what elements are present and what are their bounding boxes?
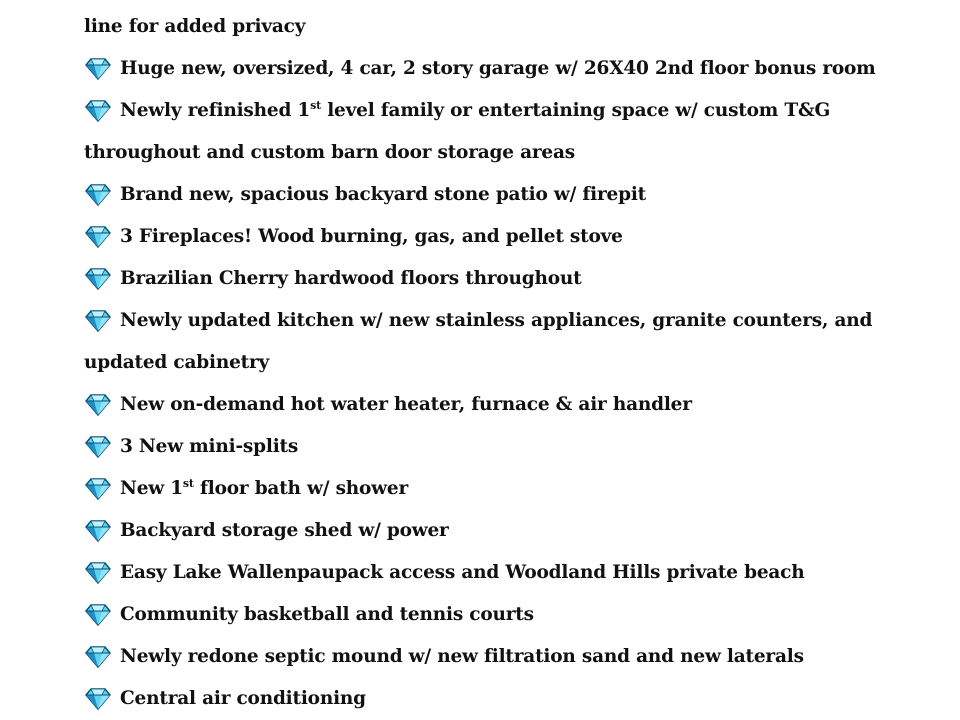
- gem-stone-icon: [84, 393, 112, 417]
- list-item-text: Newly redone septic mound w/ new filtration sand and new laterals: [120, 646, 804, 667]
- list-item-text: Easy Lake Wallenpaupack access and Woodland Hills private beach: [120, 562, 805, 583]
- gem-stone-icon: [84, 57, 112, 81]
- gem-stone-icon: [84, 225, 112, 249]
- list-item: [84, 684, 366, 714]
- list-item: [84, 600, 534, 630]
- gem-stone-icon: [84, 309, 112, 333]
- gem-stone-icon: [84, 645, 112, 669]
- list-item-text: Newly updated kitchen w/ new stainless appliances, granite counters, and: [120, 310, 873, 331]
- list-item: [84, 180, 646, 210]
- gem-stone-icon: [84, 519, 112, 543]
- list-item: [84, 306, 872, 336]
- list-item-text: Huge new, oversized, 4 car, 2 story garage w/ 26X40 2nd floor bonus room: [120, 58, 876, 79]
- gem-stone-icon: [84, 183, 112, 207]
- gem-stone-icon: [84, 477, 112, 501]
- list-item: [84, 96, 830, 126]
- text-line: [84, 138, 575, 168]
- list-item: [84, 558, 805, 588]
- gem-stone-icon: [84, 603, 112, 627]
- list-item-text: Community basketball and tennis courts: [120, 604, 534, 625]
- list-item-text: Central air conditioning: [120, 688, 366, 709]
- list-item: [84, 432, 298, 462]
- line-text: updated cabinetry: [84, 352, 270, 373]
- line-text: line for added privacy: [84, 16, 306, 37]
- gem-stone-icon: [84, 435, 112, 459]
- list-item: [84, 222, 623, 252]
- list-item-text: 3 Fireplaces! Wood burning, gas, and pellet stove: [120, 226, 623, 247]
- list-item-text: New 1st floor bath w/ shower: [120, 477, 409, 499]
- list-item-text: Newly refinished 1st level family or entertaining space w/ custom T&G: [120, 99, 831, 121]
- list-item: [84, 54, 876, 84]
- list-item-text: 3 New mini-splits: [120, 436, 299, 457]
- list-item: [84, 516, 449, 546]
- gem-stone-icon: [84, 561, 112, 585]
- gem-stone-icon: [84, 99, 112, 123]
- list-item-text: New on-demand hot water heater, furnace & air handler: [120, 394, 692, 415]
- list-item: [84, 264, 582, 294]
- text-line: [84, 348, 269, 378]
- list-item: [84, 390, 692, 420]
- line-text: throughout and custom barn door storage areas: [84, 142, 575, 163]
- text-line: [84, 12, 305, 42]
- list-item-text: Brazilian Cherry hardwood floors throughout: [120, 268, 582, 289]
- list-item-text: Brand new, spacious backyard stone patio w/ firepit: [120, 184, 647, 205]
- list-item: [84, 642, 804, 672]
- gem-stone-icon: [84, 687, 112, 711]
- list-item: [84, 474, 408, 504]
- gem-stone-icon: [84, 267, 112, 291]
- list-item-text: Backyard storage shed w/ power: [120, 520, 449, 541]
